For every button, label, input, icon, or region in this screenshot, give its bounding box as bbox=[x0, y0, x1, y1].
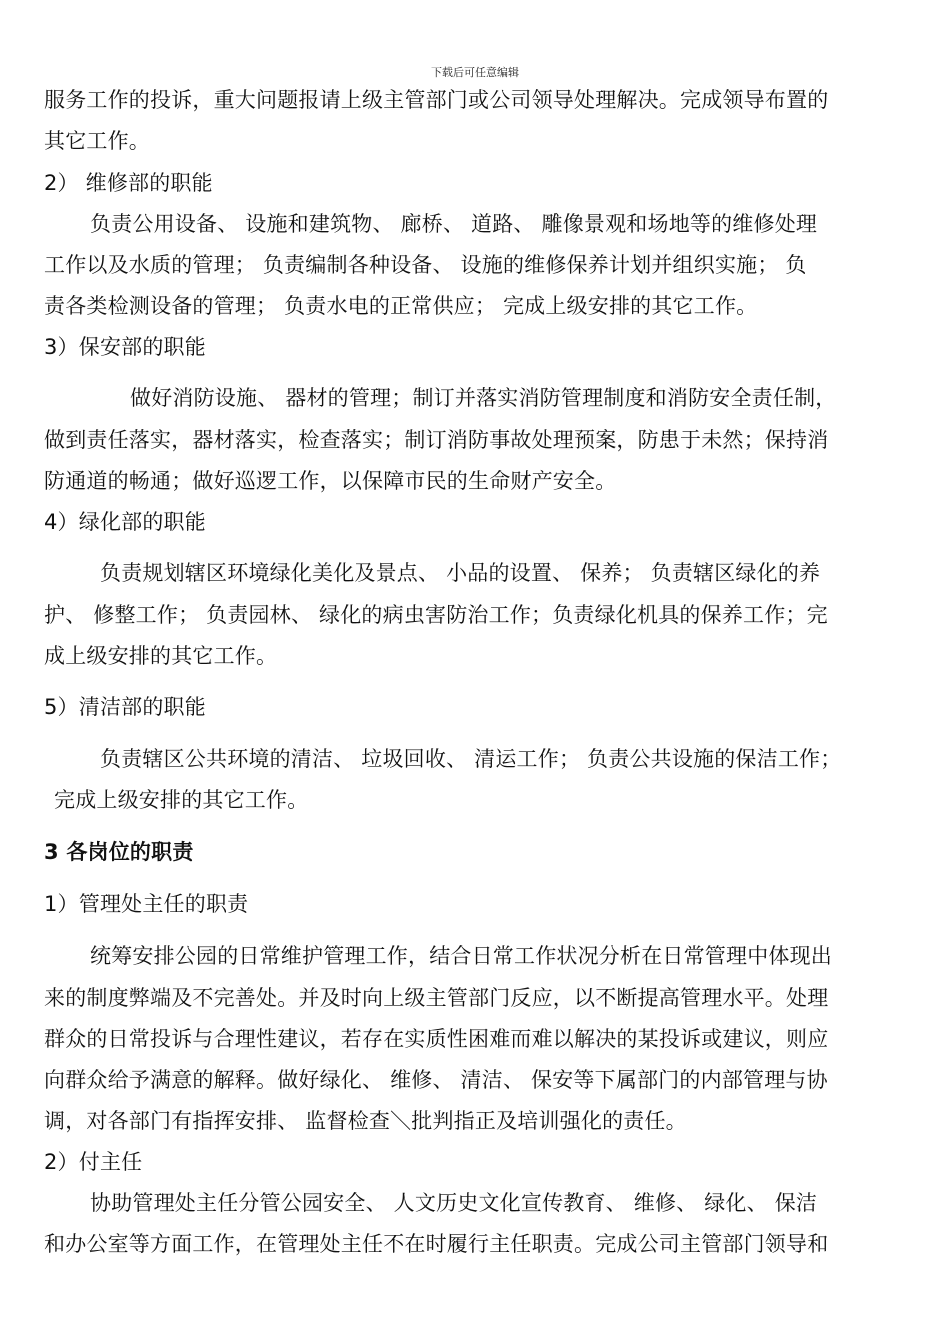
text-line: 向群众给予满意的解释。做好绿化、 维修、 清洁、 保安等下属部门的内部管理与协 bbox=[44, 1068, 828, 1092]
header-note: 下载后可任意编辑 bbox=[431, 66, 519, 79]
text-line: 护、 修整工作； 负责园林、 绿化的病虫害防治工作；负责绿化机具的保养工作；完 bbox=[44, 603, 828, 627]
text-line: 负责公用设备、 设施和建筑物、 廊桥、 道路、 雕像景观和场地等的维修处理 bbox=[90, 212, 818, 236]
section-heading: 1）管理处主任的职责 bbox=[44, 892, 249, 916]
section-heading: 5）清洁部的职能 bbox=[44, 695, 206, 719]
text-line: 调，对各部门有指挥安排、 监督检查＼批判指正及培训强化的责任。 bbox=[44, 1109, 687, 1133]
text-line: 做好消防设施、 器材的管理；制订并落实消防管理制度和消防安全责任制， bbox=[130, 386, 837, 410]
text-line: 完成上级安排的其它工作。 bbox=[54, 788, 309, 812]
text-line: 统筹安排公园的日常维护管理工作，结合日常工作状况分析在日常管理中体现出 bbox=[90, 944, 832, 968]
text-line: 群众的日常投诉与合理性建议，若存在实质性困难而难以解决的某投诉或建议，则应 bbox=[44, 1027, 829, 1051]
text-line: 其它工作。 bbox=[44, 129, 150, 153]
section-heading: 2）付主任 bbox=[44, 1150, 143, 1174]
text-line: 和办公室等方面工作，在管理处主任不在时履行主任职责。完成公司主管部门领导和 bbox=[44, 1232, 829, 1256]
text-line: 来的制度弊端及不完善处。并及时向上级主管部门反应，以不断提高管理水平。处理 bbox=[44, 986, 829, 1010]
text-line: 协助管理处主任分管公园安全、 人文历史文化宣传教育、 维修、 绿化、 保洁 bbox=[90, 1191, 818, 1215]
section-heading: 3）保安部的职能 bbox=[44, 335, 206, 359]
section-heading: 2） 维修部的职能 bbox=[44, 171, 213, 195]
text-line: 做到责任落实，器材落实，检查落实；制订消防事故处理预案，防患于未然；保持消 bbox=[44, 428, 829, 452]
text-line: 服务工作的投诉，重大问题报请上级主管部门或公司领导处理解决。完成领导布置的 bbox=[44, 88, 829, 112]
text-line: 工作以及水质的管理； 负责编制各种设备、 设施的维修保养计划并组织实施； 负 bbox=[44, 253, 807, 277]
text-line: 责各类检测设备的管理； 负责水电的正常供应； 完成上级安排的其它工作。 bbox=[44, 294, 758, 318]
text-line: 负责规划辖区环境绿化美化及景点、 小品的设置、 保养； 负责辖区绿化的养 bbox=[100, 561, 821, 585]
section-heading: 4）绿化部的职能 bbox=[44, 510, 206, 534]
text-line: 防通道的畅通；做好巡逻工作，以保障市民的生命财产安全。 bbox=[44, 469, 617, 493]
text-line: 成上级安排的其它工作。 bbox=[44, 644, 278, 668]
chapter-heading: 3 各岗位的职责 bbox=[44, 840, 194, 864]
text-line: 负责辖区公共环境的清洁、 垃圾回收、 清运工作； 负责公共设施的保洁工作； bbox=[100, 747, 842, 771]
